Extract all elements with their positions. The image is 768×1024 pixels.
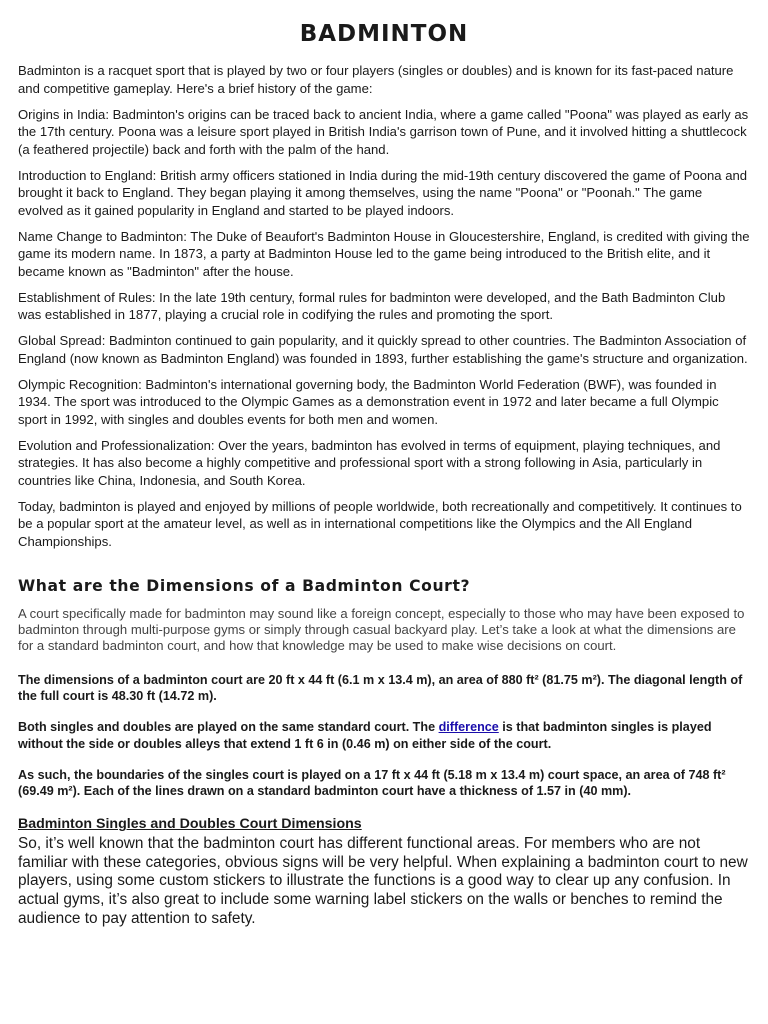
history-section: [18, 62, 750, 550]
paragraph-name-change: Name Change to Badminton: The Duke of Beaufort's Badminton House in Gloucestershire, England, is credited with giving the game its modern name. In 1873, a party at Badminton House led to the game being introduced to the British elite, and it became known as "Badminton" after the house.: [18, 228, 750, 279]
paragraph-olympic: Olympic Recognition: Badminton's international governing body, the Badminton World Federation (BWF), was founded in 1934. The sport was introduced to the Olympic Games as a demonstration event in 1972 and later became a full Olympic sport in 1992, with singles and doubles events for both men and women.: [18, 376, 719, 427]
dimensions-bold-1: The dimensions of a badminton court are 20 ft x 44 ft (6.1 m x 13.4 m), an area of 880 ft² (81.75 m²). The diagonal length of the full court is 48.30 ft (14.72 m).: [18, 673, 743, 704]
dimensions-bold-2: [18, 719, 750, 751]
bold2-after: is that badminton singles is played without the side or doubles alleys that extend 1 ft 6 in (0.46 m) on either side of the court.: [18, 720, 712, 751]
paragraph-intro: Badminton is a racquet sport that is played by two or four players (singles or doubles) and is known for its fast-paced nature and competitive gameplay. Here's a brief history of the game:: [18, 63, 734, 96]
paragraph-rules: Establishment of Rules: In the late 19th century, formal rules for badminton were developed, and the Bath Badminton Club was established in 1877, playing a crucial role in codifying the rules and promoting the sport.: [18, 289, 726, 322]
dimensions-intro: A court specifically made for badminton may sound like a foreign concept, especially to those who may have been exposed to badminton through multi-purpose gyms or simply through casual backyard play. Let’s take a look at what the dimensions are for a standard badminton court, and how that knowledge may be used to make wise decisions on court.: [18, 606, 745, 653]
paragraph-evolution: Evolution and Professionalization: Over the years, badminton has evolved in terms of equipment, playing techniques, and strategies. It has also become a highly competitive and professional sport with a strong following in Asia, particularly in countries like China, Indonesia, and South Korea.: [18, 437, 721, 488]
paragraph-england: Introduction to England: British army officers stationed in India during the mid-19th century discovered the game of Poona and brought it back to England. They began playing it among themselves, using the name "Poona" or "Poonah." The game evolved as it gained popularity in England and started to be played indoors.: [18, 167, 748, 218]
difference-link[interactable]: difference: [438, 720, 499, 735]
bold2-before: Both singles and doubles are played on the same standard court. The: [18, 720, 439, 735]
page-title: BADMINTON: [299, 21, 469, 47]
dimensions-heading: What are the Dimensions of a Badminton Court?: [18, 577, 471, 595]
paragraph-global-spread: Global Spread: Badminton continued to gain popularity, and it quickly spread to other countries. The Badminton Association of England (now known as Badminton England) was founded in 1893, further establishing the game's structure and organization.: [18, 333, 748, 366]
paragraph-origins: Origins in India: Badminton's origins can be traced back to ancient India, where a game called "Poona" was played as early as the 17th century. Poona was a leisure sport played in British India's garrison town of Pune, and it involved hitting a shuttlecock (a feathered projectile) back and forth with the palm of the hand.: [18, 106, 749, 157]
court-dimensions-heading: Badminton Singles and Doubles Court Dimensions: [18, 816, 362, 833]
dimensions-bold-3: As such, the boundaries of the singles court is played on a 17 ft x 44 ft (5.18 m x 13.4 m) court space, an area of 748 ft² (69.49 m²). Each of the lines drawn on a standard badminton court have a thickness of 1.57 in (40 mm).: [18, 767, 726, 799]
paragraph-today: Today, badminton is played and enjoyed by millions of people worldwide, both recreationally and competitively. It continues to be a popular sport at the amateur level, as well as in international competitions like the Olympics and the All England Championships.: [18, 498, 742, 549]
court-dimensions-body: So, it’s well known that the badminton court has different functional areas. For members who are not familiar with these categories, obvious signs will be very helpful. When explaining a badminton court to new players, using some custom stickers to illustrate the functions is a good way to clear up any confusion. In actual gyms, it’s also great to include some warning label stickers on the walls or benches to remind the audience to pay attention to safety.: [18, 835, 748, 927]
